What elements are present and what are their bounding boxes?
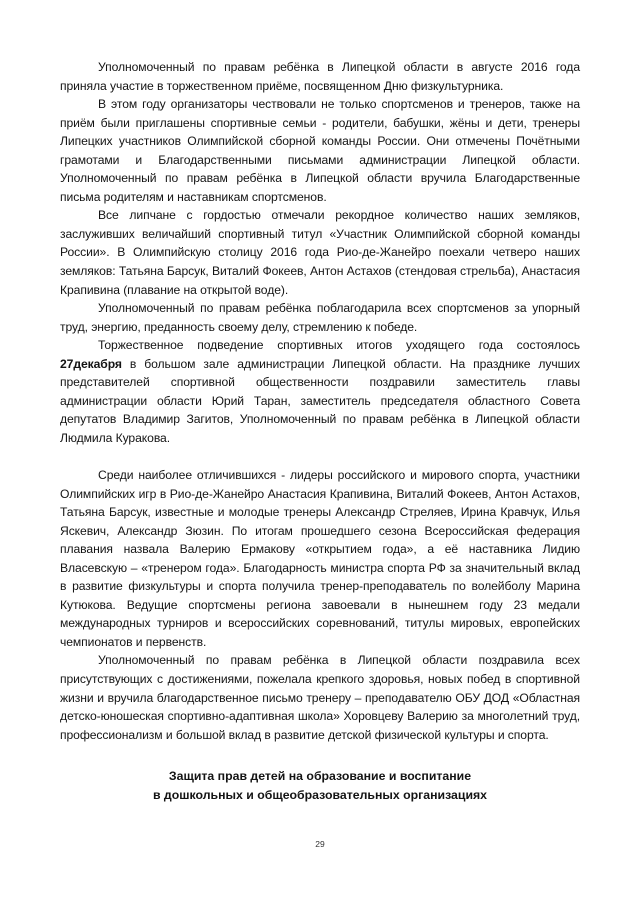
document-body <box>60 58 580 744</box>
paragraph-reception: Уполномоченный по правам ребёнка в Липецкой области в августе 2016 года приняла участие в торжественном приёме, посвященном Дню физкультурника. <box>60 60 580 93</box>
paragraph-ceremony <box>60 336 580 447</box>
paragraph-congratulations: Уполномоченный по правам ребёнка в Липецкой области поздравила всех присутствующих с достижениями, пожелала крепкого здоровья, новых побед в спортивной жизни и вручила благодарственное письмо тренеру – преподавателю ОБУ ДОД «Областная детско-юношеская спортивно-адаптивная школа» Хоровцеву Валерию за многолетний труд, профессионализм и большой вклад в развитие детской физической культуры и спорта. <box>60 653 580 742</box>
ceremony-text-before: Торжественное подведение спортивных итогов уходящего года состоялось <box>98 338 580 353</box>
paragraph-thanks: Уполномоченный по правам ребёнка поблагодарила всех спортсменов за упорный труд, энергию, преданность своему делу, стремлению к победе. <box>60 301 580 334</box>
paragraph-olympians: Все липчане с гордостью отмечали рекордное количество наших земляков, заслуживших величайший спортивный титул «Участник Олимпийской сборной команды России». В Олимпийскую столицу 2016 года Рио-де-Жанейро поехали четверо наших земляков: Татьяна Барсук, Виталий Фокеев, Антон Астахов (стендовая стрельба), Анастасия Крапивина (плавание на открытой воде). <box>60 208 580 297</box>
paragraph-spacer <box>60 447 580 466</box>
section-heading <box>60 767 580 805</box>
paragraph-organizers: В этом году организаторы чествовали не только спортсменов и тренеров, также на приём были приглашены спортивные семьи - родители, бабушки, жёны и дети, тренеры Липецких участников Олимпийской сборной команды России. Они отмечены Почётными грамотами и Благодарственными письмами администрации Липецкой области. Уполномоченный по правам ребёнка в Липецкой области вручила Благодарственные письма родителям и наставникам спортсменов. <box>60 97 580 204</box>
paragraph-distinguished: Среди наиболее отличившихся - лидеры российского и мирового спорта, участники Олимпийских игр в Рио-де-Жанейро Анастасия Крапивина, Виталий Фокеев, Антон Астахов, Татьяна Барсук, известные и молодые тренеры Александр Стреляев, Ирина Кравчук, Илья Яскевич, Александр Зюзин. По итогам прошедшего сезона Всероссийская федерация плавания назвала Валерию Ермакову «открытием года», а её наставника Лидию Власевскую – «тренером года». Благодарность министра спорта РФ за значительный вклад в развитие физкультуры и спорта получила тренер-преподаватель по волейболу Марина Кутюкова. Ведущие спортсмены региона завоевали в нынешнем году 23 медали международных турниров и всероссийских соревнований, титулы мировых, европейских чемпионатов и первенств. <box>60 467 580 649</box>
page-number: 29 <box>315 839 325 849</box>
ceremony-text-after: в большом зале администрации Липецкой области. На празднике лучших представителей спортивной общественности поздравили заместитель главы администрации области Юрий Таран, заместитель председателя областного Совета депутатов Владимир Загитов, Уполномоченный по правам ребёнка в Липецкой области Людмила Куракова. <box>60 356 580 445</box>
ceremony-date: 27декабря <box>60 356 122 371</box>
section-heading-line-1: Защита прав детей на образование и воспитание <box>168 769 472 783</box>
section-heading-line-2: в дошкольных и общеобразовательных организациях <box>152 788 488 802</box>
